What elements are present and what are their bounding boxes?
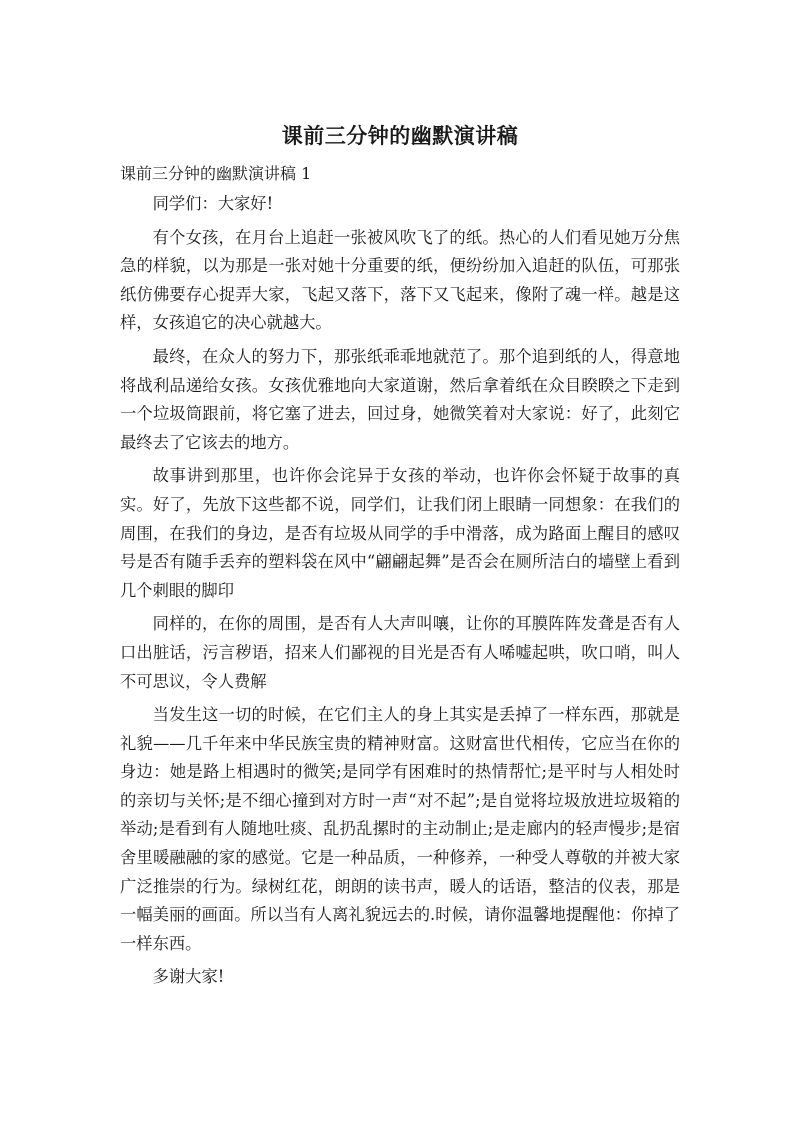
- paragraph-closing: 多谢大家!: [152, 967, 225, 987]
- document-title: 课前三分钟的幽默演讲稿: [281, 124, 519, 148]
- paragraph: 同样的，在你的周围，是否有人大声叫嚷，让你的耳膜阵阵发聋是否有人口出脏话，污言秽语，招来人们鄙视的目光是否有人唏嘘起哄，吹口哨，叫人不可思议，令人费解: [120, 614, 680, 691]
- paragraph: 最终，在众人的努力下，那张纸乖乖地就范了。那个追到纸的人，得意地将战利品递给女孩。女孩优雅地向大家道谢，然后拿着纸在众目睽睽之下走到一个垃圾筒跟前，将它塞了进去，回过身，她微笑着对大家说：好了，此刻它最终去了它该去的地方。: [120, 346, 680, 452]
- paragraph: 当发生这一切的时候，在它们主人的身上其实是丢掉了一样东西，那就是礼貌——几千年来中华民族宝贵的精神财富。这财富世代相传，它应当在你的身边：她是路上相遇时的微笑;是同学有困难时的热情帮忙;是平时与人相处时的亲切与关怀;是不细心撞到对方时一声“对不起”;是自觉将垃圾放进垃圾箱的举动;是看到有人随地吐痰、乱扔乱摞时的主动制止;是走廊内的轻声慢步;是宿舍里暖融融的家的感觉。它是一种品质，一种修养，一种受人尊敬的并被大家广泛推崇的行为。绿树红花，朗朗的读书声，暖人的话语，整洁的仪表，那是一幅美丽的画面。所以当有人离礼貌远去的.时候，请你温馨地提醒他：你掉了一样东西。: [120, 705, 680, 953]
- paragraph: 故事讲到那里，也许你会诧异于女孩的举动，也许你会怀疑于故事的真实。好了，先放下这些都不说，同学们，让我们闭上眼睛一同想象：在我们的周围，在我们的身边，是否有垃圾从同学的手中滑落，成为路面上醒目的感叹号是否有随手丢弃的塑料袋在风中“翩翩起舞”是否会在厕所洁白的墙壁上看到几个刺眼的脚印: [120, 466, 680, 600]
- paragraph: 有个女孩，在月台上追赶一张被风吹飞了的纸。热心的人们看见她万分焦急的样貌，以为那是一张对她十分重要的纸，便纷纷加入追赶的队伍，可那张纸仿佛要存心捉弄大家，飞起又落下，落下又飞起来，像附了魂一样。越是这样，女孩追它的决心就越大。: [120, 227, 680, 333]
- paragraph-greeting: 同学们：大家好!: [152, 194, 274, 213]
- document-body: [120, 190, 680, 997]
- document-subtitle: 课前三分钟的幽默演讲稿 1: [120, 164, 312, 183]
